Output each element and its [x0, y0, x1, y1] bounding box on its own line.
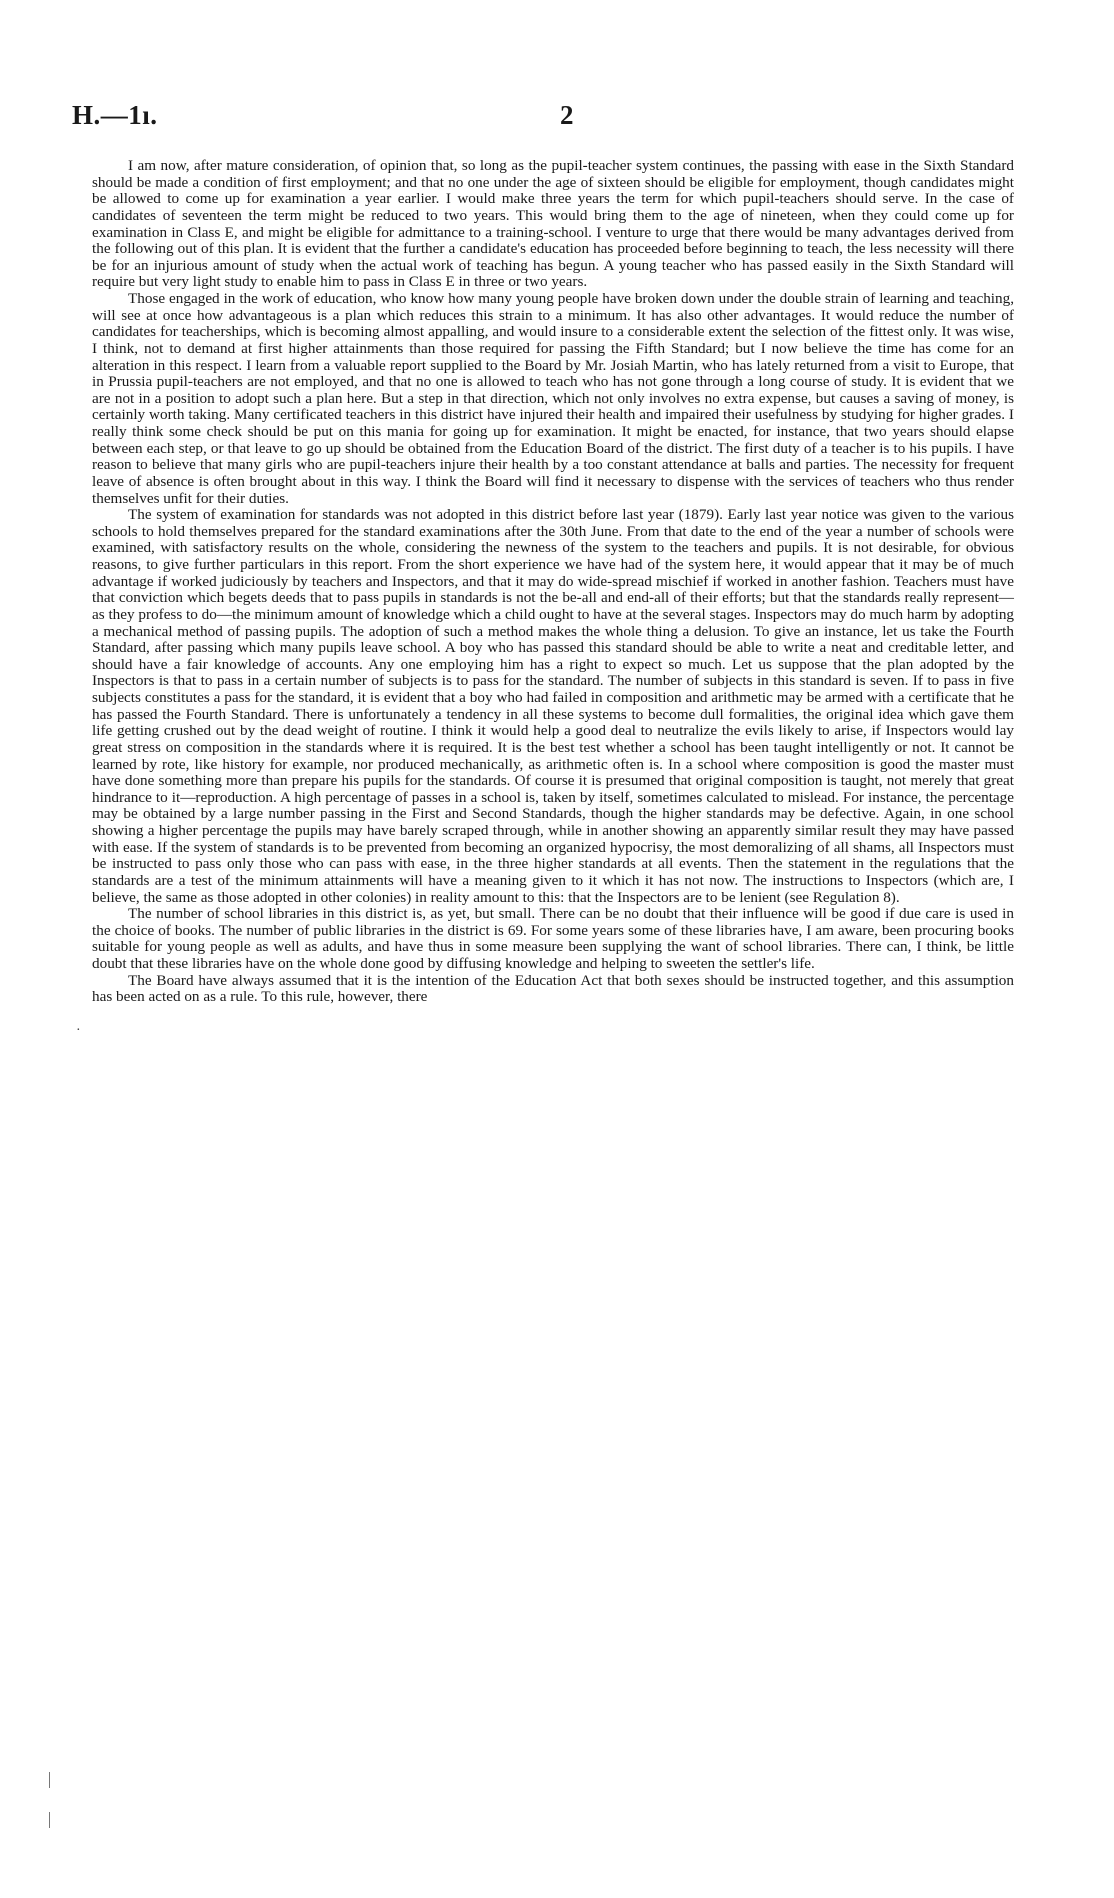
paragraph-pupil-teacher-system: I am now, after mature consideration, of opinion that, so long as the pupil-teacher system continues, the passing with ease in the Sixth Standard should be made a condition of first employment; and that no one under the age of sixteen should be eligible for employment, though candidates might be allowed to come up for examination a year earlier. I would make three years the term for which pupil-teachers should serve. In the case of candidates of seventeen the term might be reduced to two years. This would bring them to the age of nineteen, when they could come up for examination in Class E, and might be eligible for admittance to a training-school. I venture to urge that there would be many advantages derived from the following out of this plan. It is evident that the further a candidate's education has proceeded before beginning to teach, the less necessity will there be for an injurious amount of study when the actual work of teaching has begun. A young teacher who has passed easily in the Sixth Standard will require but very light study to enable him to pass in Class E in three or two years. [92, 157, 1014, 291]
paragraph-standards-examination: The system of examination for standards was not adopted in this district before last year (1879). Early last year notice was given to the various schools to hold themselves prepared for the standard examinations after the 30th June. From that date to the end of the year a number of schools were examined, with satisfactory results on the whole, considering the newness of the system to the teachers and pupils. It is not desirable, for obvious reasons, to give further particulars in this report. From the short experience we have had of the system here, it would appear that it may be of much advantage if worked judiciously by teachers and Inspectors, and that it may do wide-spread mischief if worked in another fashion. Teachers must have that conviction which begets deeds that to pass pupils in standards is not the be-all and end-all of their efforts; but that the standards really represent—as they profess to do—the minimum amount of knowledge which a child ought to have at the several stages. Inspectors may do much harm by adopting a mechanical method of passing pupils. The adoption of such a method makes the whole thing a delusion. To give an instance, let us take the Fourth Standard, after passing which many pupils leave school. A boy who has passed this standard should be able to write a neat and creditable letter, and should have a fair knowledge of accounts. Any one employing him has a right to expect so much. Let us suppose that the plan adopted by the Inspectors is that to pass in a certain number of subjects is to pass for the standard. The number of subjects in this standard is seven. If to pass in five subjects constitutes a pass for the standard, it is evident that a boy who had failed in composition and arithmetic may be armed with a certificate that he has passed the Fourth Standard. There is unfortunately a tendency in all these systems to become dull formalities, the original idea which gave them life getting crushed out by the dead weight of routine. I think it would help a good deal to neutralize the evils likely to arise, if Inspectors would lay great stress on composition in the standards where it is required. It is the best test whether a school has been taught intelligently or not. It cannot be learned by rote, like history for example, nor produced mechanically, as arithmetic often is. In a school where composition is good the master must have done something more than prepare his pupils for the standards. Of course it is presumed that original composition is taught, not merely that great hindrance to it—reproduction. A high percentage of passes in a school is, taken by itself, sometimes calculated to mislead. For instance, the percentage may be obtained by a large number passing in the First and Second Standards, though the higher standards may be defective. Again, in one school showing a higher percentage the pupils may have barely scraped through, while in another showing an apparently similar result they may have passed with ease. If the system of standards is to be prevented from becoming an organized hypocrisy, the most demoralizing of all shams, all Inspectors must be instructed to pass only those who can pass with ease, in the three higher standards at all events. Then the statement in the regulations that the standards are a test of the minimum attainments will have a meaning given to it which it has not now. The instructions to Inspectors (which are, I believe, the same as those adopted in other colonies) in reality amount to this: that the Inspectors are to be lenient (see Regulation 8). [92, 506, 1015, 906]
paper-reference: H.—1ı. [72, 100, 158, 130]
paragraph-double-strain: Those engaged in the work of education, who know how many young people have broken down under the double strain of learning and teaching, will see at once how advantageous is a plan which reduces this strain to a minimum. It has also other advantages. It would reduce the number of candidates for teacherships, which is becoming almost appalling, and would insure to a considerable extent the selection of the fittest only. It was wise, I think, not to demand at first higher attainments than those required for passing the Fifth Standard; but I now believe the time has come for an alteration in this respect. I learn from a valuable report supplied to the Board by Mr. Josiah Martin, who has lately returned from a visit to Europe, that in Prussia pupil-teachers are not employed, and that no one is allowed to teach who has not gone through a long course of study. It is evident that we are not in a position to adopt such a plan here. But a step in that direction, which not only involves no extra expense, but causes a saving of money, is certainly worth taking. Many certificated teachers in this district have injured their health and impaired their usefulness by studying for higher grades. I really think some check should be put on this mania for going up for examination. It might be enacted, for instance, that two years should elapse between each step, or that leave to go up should be obtained from the Education Board of the district. The first duty of a teacher is to his pupils. I have reason to believe that many girls who are pupil-teachers injure their health by a too constant attendance at balls and parties. The necessity for frequent leave of absence is often brought about in this way. I think the Board will find it necessary to dispense with the services of teachers who thus render themselves unfit for their duties. [92, 290, 1014, 507]
paragraph-school-libraries: The number of school libraries in this district is, as yet, but small. There can be no doubt that their influence will be good if due care is used in the choice of books. The number of public libraries in the district is 69. For some years some of these libraries have, I am aware, been procuring books suitable for young people as well as adults, and have thus in some measure been supplying the want of school libraries. There can, I think, be little doubt that these libraries have on the whole done good by diffusing knowledge and helping to sweeten the settler's life. [92, 905, 1014, 972]
page-number: 2 [560, 100, 574, 130]
margin-dot: · [76, 1023, 81, 1038]
body-text [92, 158, 1014, 1006]
margin-rule [49, 1772, 50, 1788]
paragraph-mixed-sexes: The Board have always assumed that it is the intention of the Education Act that both sexes should be instructed together, and this assumption has been acted on as a rule. To this rule, however, there [92, 971, 1014, 1006]
margin-rule [49, 1812, 50, 1828]
page-header [72, 100, 1072, 140]
